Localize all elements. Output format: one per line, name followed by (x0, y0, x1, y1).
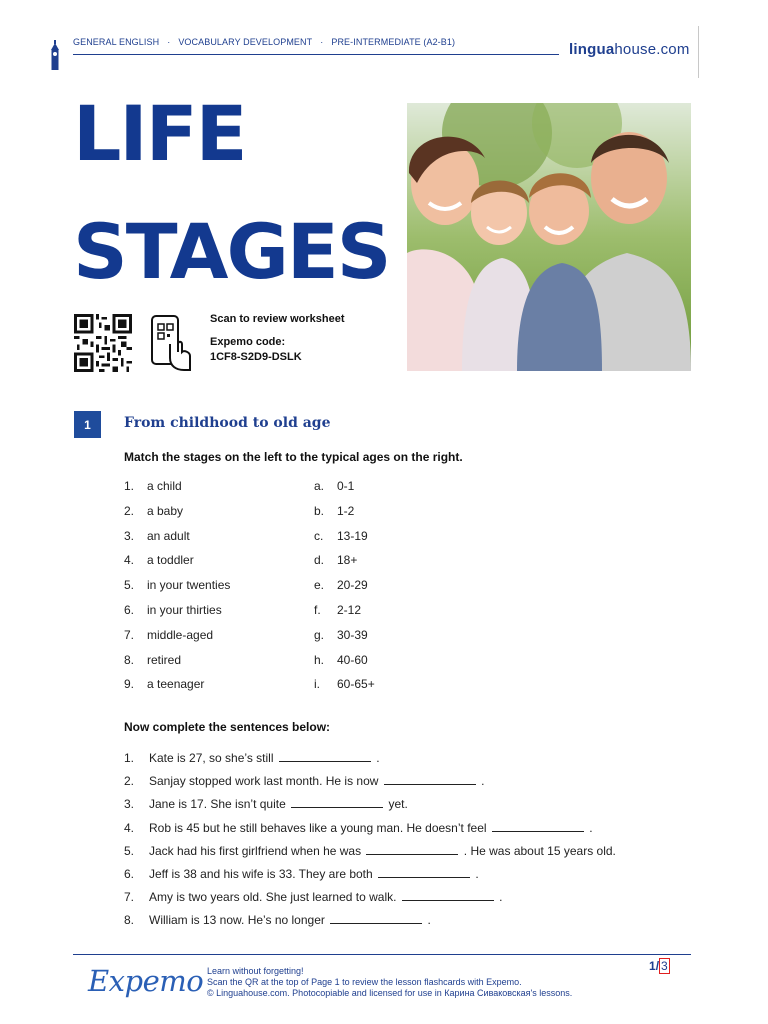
section-number-badge: 1 (74, 411, 101, 438)
answer-blank[interactable] (330, 914, 422, 924)
age-text: 60-65+ (337, 677, 375, 692)
expemo-logo-text: Expemo (88, 964, 204, 998)
page-title-line2: STAGES (73, 207, 390, 296)
stage-number: 6. (124, 603, 135, 617)
answer-blank[interactable] (366, 845, 458, 855)
footer-line3: © Linguahouse.com. Photocopiable and licensed for use in Карина Сиваковская's lessons. (207, 988, 573, 998)
footer-divider (73, 954, 691, 955)
sentence-number: 4. (124, 820, 135, 835)
sentence-after: . (475, 867, 479, 881)
phone-scan-icon (150, 314, 192, 372)
sentence-number: 7. (124, 890, 135, 905)
sentence-before: Jeff is 38 and his wife is 33. They are both (149, 867, 373, 881)
stage-text: a child (147, 479, 182, 493)
age-text: 0-1 (337, 479, 355, 493)
answer-blank[interactable] (402, 891, 494, 901)
page-separator: / (655, 959, 660, 973)
footer-line1: Learn without forgetting! (207, 966, 304, 976)
age-number: f. (314, 603, 321, 617)
age-number: i. (314, 677, 320, 692)
expemo-code-value: 1CF8-S2D9-DSLK (210, 351, 302, 363)
breadcrumb-separator: · (320, 37, 324, 47)
age-number: c. (314, 528, 324, 543)
footer-line2: Scan the QR at the top of Page 1 to review the lesson flashcards with Expemo. (207, 977, 522, 987)
age-text: 13-19 (337, 528, 368, 543)
sentence-text (149, 867, 479, 881)
breadcrumb-level: PRE-INTERMEDIATE (A2-B1) (331, 37, 456, 47)
stage-number: 7. (124, 627, 135, 642)
page-current: 1 (649, 959, 656, 973)
sentence-before: Jack had his first girlfriend when he was (149, 843, 362, 858)
breadcrumb-separator: · (167, 37, 171, 47)
breadcrumb-general-english: GENERAL ENGLISH (73, 37, 160, 47)
sentence-text (149, 774, 484, 788)
stage-number: 4. (124, 553, 135, 568)
stage-number: 2. (124, 503, 135, 518)
answer-blank[interactable] (279, 752, 371, 762)
section-title: From childhood to old age (124, 415, 331, 431)
scan-label: Scan to review worksheet (210, 313, 345, 325)
match-instruction: Match the stages on the left to the typical ages on the right. (124, 450, 463, 464)
header-edge-bar (698, 26, 699, 78)
sentence-number: 6. (124, 867, 135, 881)
answer-blank[interactable] (378, 868, 470, 878)
sentence-before: Amy is two years old. She just learned to walk. (149, 890, 397, 905)
family-photo (407, 103, 691, 371)
complete-instruction: Now complete the sentences below: (124, 720, 331, 734)
sentence-before: William is 13 now. He’s no longer (149, 913, 325, 928)
brand-rest: house.com (614, 41, 690, 58)
stage-number: 1. (124, 479, 135, 493)
stage-text: an adult (147, 528, 190, 543)
age-text: 1-2 (337, 503, 355, 518)
big-ben-icon (50, 40, 60, 70)
stage-text: middle-aged (147, 627, 214, 642)
sentence-text (149, 751, 380, 765)
sentence-number: 2. (124, 774, 135, 789)
stage-text: in your thirties (147, 603, 222, 617)
age-text: 2-12 (337, 603, 362, 617)
sentence-number: 3. (124, 797, 135, 812)
brand-bold: lingua (569, 41, 615, 58)
sentence-number: 8. (124, 913, 135, 928)
stage-text: a toddler (147, 553, 194, 568)
sentence-number: 5. (124, 843, 135, 858)
stage-number: 9. (124, 677, 135, 692)
stage-text: in your twenties (147, 578, 231, 593)
age-number: g. (314, 627, 325, 642)
sentence-after: . (376, 751, 380, 765)
sentence-before: Jane is 17. She isn’t quite (149, 797, 286, 812)
page-number (649, 959, 670, 973)
answer-blank[interactable] (291, 798, 383, 808)
age-text: 18+ (337, 553, 358, 568)
age-text: 20-29 (337, 578, 368, 593)
sentence-after: . (427, 913, 431, 928)
age-text: 40-60 (337, 652, 368, 667)
sentence-before: Rob is 45 but he still behaves like a young man. He doesn’t feel (149, 820, 487, 835)
sentence-after: . (499, 890, 503, 905)
sentence-after: . He was about 15 years old. (463, 843, 616, 858)
scan-info (210, 312, 345, 365)
age-number: e. (314, 578, 325, 593)
footer-text (207, 966, 572, 999)
age-number: d. (314, 553, 325, 568)
page-total: 3 (661, 959, 668, 973)
age-text: 30-39 (337, 627, 368, 642)
stage-text: a baby (147, 503, 184, 518)
sentence-number: 1. (124, 751, 135, 765)
sentence-before: Kate is 27, so she’s still (149, 751, 274, 765)
sentence-after: yet. (388, 797, 408, 812)
header-divider (73, 54, 559, 55)
page-title-line1: LIFE (73, 89, 246, 178)
age-number: a. (314, 479, 325, 493)
stage-text: a teenager (147, 677, 205, 692)
breadcrumb-vocabulary: VOCABULARY DEVELOPMENT (178, 37, 313, 47)
sentence-before: Sanjay stopped work last month. He is now (149, 774, 379, 789)
sentence-text (149, 913, 431, 927)
qr-code[interactable] (73, 314, 133, 372)
age-number: b. (314, 503, 325, 518)
sentence-after: . (481, 774, 485, 789)
stage-text: retired (147, 652, 182, 667)
sentence-after: . (589, 820, 593, 835)
expemo-code-label: Expemo code: (210, 336, 286, 348)
answer-blank[interactable] (492, 822, 584, 832)
sentence-text (149, 821, 593, 835)
expemo-logo[interactable] (88, 964, 204, 1008)
sentence-text (149, 890, 502, 904)
linguahouse-logo[interactable] (569, 41, 690, 58)
stage-number: 3. (124, 528, 135, 543)
age-number: h. (314, 652, 325, 667)
sentence-text (149, 797, 408, 811)
stage-number: 5. (124, 578, 135, 593)
stage-number: 8. (124, 652, 135, 667)
answer-blank[interactable] (384, 775, 476, 785)
breadcrumb (73, 37, 455, 47)
sentence-text (149, 844, 616, 858)
